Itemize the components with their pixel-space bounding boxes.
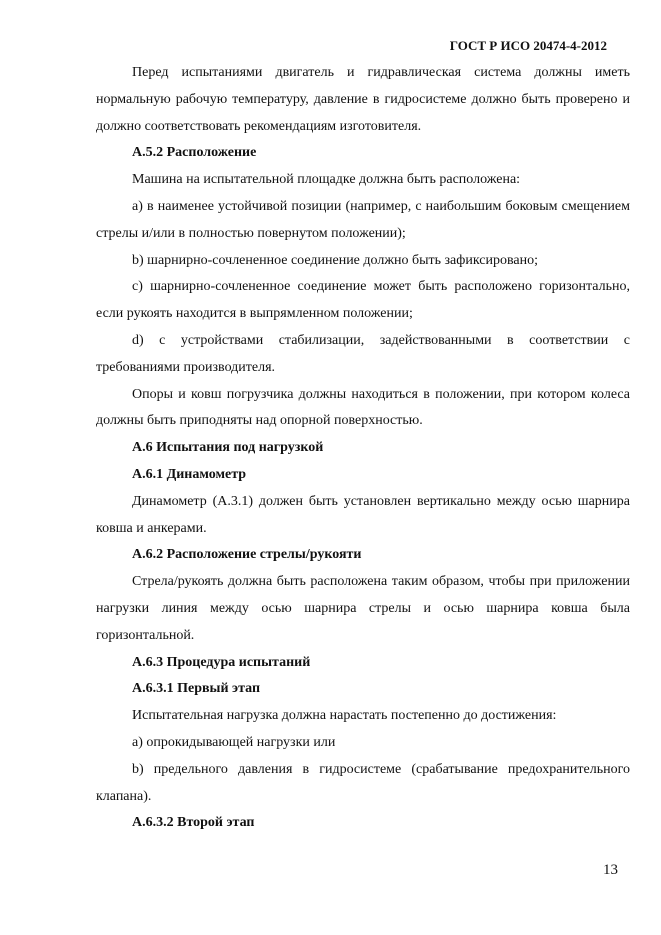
section-heading: А.6.2 Расположение стрелы/рукояти <box>132 547 362 563</box>
list-item: b) шарнирно-сочлененное соединение должно быть зафиксировано; <box>132 252 539 268</box>
document-code-header: ГОСТ Р ИСО 20474-4-2012 <box>449 38 607 53</box>
section-heading: А.5.2 Расположение <box>132 145 257 161</box>
section-heading: А.6.3 Процедура испытаний <box>132 654 311 670</box>
paragraph: Машина на испытательной площадке должна быть расположена: <box>132 172 521 188</box>
list-item: а) в наименее устойчивой позиции (например, с наибольшим боковым смещением стрелы и/или в полностью повернутом положении); <box>96 198 630 241</box>
section-heading: А.6.3.1 Первый этап <box>132 681 261 697</box>
paragraph: Опоры и ковш погрузчика должны находиться в положении, при котором колеса должны быть приподняты над опорной поверхностью. <box>96 386 630 429</box>
list-item: b) предельного давления в гидросистеме (срабатывание предохранительного клапана). <box>96 761 630 804</box>
section-heading: А.6.1 Динамометр <box>132 466 247 482</box>
paragraph: Перед испытаниями двигатель и гидравлическая система должны иметь нормальную рабочую температуру, давление в гидросистеме должно быть проверено и должно соответствовать рекомендациям изготовителя. <box>96 65 630 134</box>
section-heading: А.6.3.2 Второй этап <box>132 815 255 831</box>
document-body <box>96 60 630 837</box>
paragraph: Испытательная нагрузка должна нарастать постепенно до достижения: <box>132 708 557 724</box>
list-item: а) опрокидывающей нагрузки или <box>132 734 336 750</box>
page-number: 13 <box>603 862 618 878</box>
paragraph: Стрела/рукоять должна быть расположена таким образом, чтобы при приложении нагрузки линия между осью шарнира стрелы и осью шарнира ковша была горизонтальной. <box>96 574 630 643</box>
list-item: d) с устройствами стабилизации, задействованными в соответствии с требованиями производителя. <box>96 332 630 375</box>
list-item: с) шарнирно-сочлененное соединение может быть расположено горизонтально, если рукоять находится в выпрямленном положении; <box>96 279 630 322</box>
paragraph: Динамометр (А.3.1) должен быть установлен вертикально между осью шарнира ковша и анкерами. <box>96 493 630 536</box>
section-heading: А.6 Испытания под нагрузкой <box>132 440 324 456</box>
